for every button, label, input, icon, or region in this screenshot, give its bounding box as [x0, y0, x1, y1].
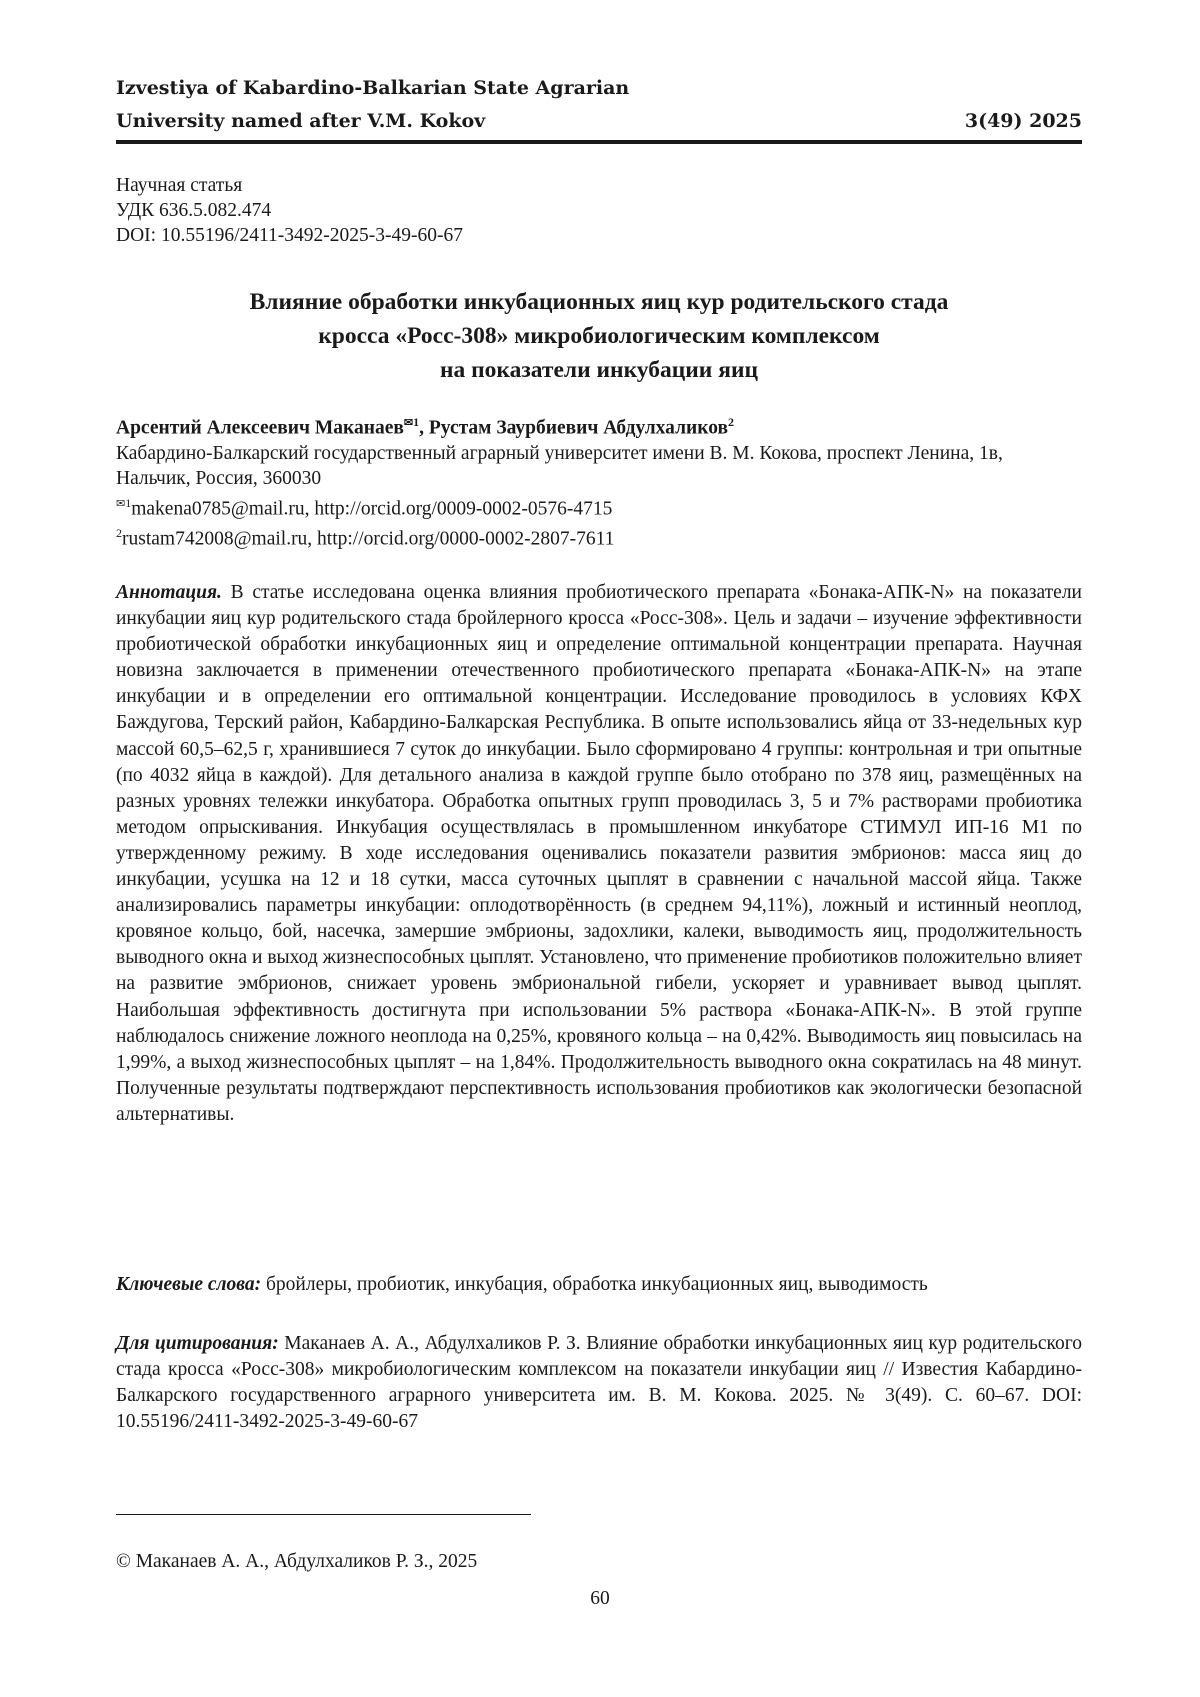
citation-label: Для цитирования:: [116, 1333, 279, 1354]
keywords-label: Ключевые слова:: [116, 1274, 261, 1295]
affiliation: Кабардино-Балкарский государственный аграрный университет имени В. М. Кокова, проспект Ленина, 1в, Нальчик, Россия, 360030: [116, 441, 1082, 491]
abstract: [116, 580, 1082, 1128]
author-2-index: 2: [728, 415, 734, 429]
journal-header: [116, 72, 1082, 138]
author-1: Арсентий Алексеевич Маканаев: [116, 418, 404, 439]
article-meta: [116, 173, 463, 248]
footnote-divider: [116, 1514, 531, 1515]
article-page: [0, 0, 1200, 1697]
journal-name-line1: Izvestiya of Kabardino-Balkarian State Agrarian: [116, 72, 1082, 105]
envelope-icon: ✉: [116, 498, 125, 510]
page-number: 60: [0, 1588, 1200, 1610]
contact-2-text[interactable]: rustam742008@mail.ru, http://orcid.org/0000-0002-2807-7611: [122, 529, 614, 550]
contact-2: [116, 521, 1082, 552]
keywords-text: бройлеры, пробиотик, инкубация, обработка инкубационных яиц, выводимость: [266, 1274, 928, 1295]
contact-1-index: 1: [125, 496, 131, 510]
author-separator: ,: [419, 418, 429, 439]
citation: [116, 1331, 1082, 1435]
copyright: © Маканаев А. А., Абдулхаликов Р. З., 2025: [116, 1551, 477, 1573]
header-divider: [116, 140, 1082, 144]
abstract-text: В статье исследована оценка влияния пробиотического препарата «Бонака-АПК-N» на показатели инкубации яиц кур родительского стада бройлерного кросса «Росс-308». Цель и задачи – изучение эффективности пробиотической обработки инкубационных яиц и определение оптимальной концентрации препарата. Научная новизна заключается в применении отечественного пробиотического препарата «Бонака-АПК-N» на этапе инкубации и в определении его оптимальной концентрации. Исследование проводилось в условиях КФХ Баждугова, Терский район, Кабардино-Балкарская Республика. В опыте использовались яйца от 33-недельных кур массой 60,5–62,5 г, хранившиеся 7 суток до инкубации. Было сформировано 4 группы: контрольная и три опытные (по 4032 яйца в каждой). Для детального анализа в каждой группе было отобрано по 378 яиц, размещённых на разных уровнях тележки инкубатора. Обработка опытных групп проводилась 3, 5 и 7% растворами пробиотика методом опрыскивания. Инкубация осуществлялась в промышленном инкубаторе СТИМУЛ ИП-16 М1 по утвержденному режиму. В ходе исследования оценивались показатели развития эмбрионов: масса яиц до инкубации, усушка на 12 и 18 сутки, масса суточных цыплят в сравнении с начальной массой яйца. Также анализировались параметры инкубации: оплодотворённость (в среднем 94,11%), ложный и истинный неоплод, кровяное кольцо, бой, насечка, замершие эмбрионы, задохлики, калеки, выводимость яиц, продолжительность выводного окна и выход жизнеспособных цыплят. Установлено, что применение пробиотиков положительно влияет на развитие эмбрионов, снижает уровень эмбриональной гибели, ускоряет и уравнивает вывод цыплят. Наибольшая эффективность достигнута при использовании 5% раствора «Бонака-АПК-N». В этой группе наблюдалось снижение ложного неоплода на 0,25%, кровяного кольца – на 0,42%. Выводимость яиц повысилась на 1,99%, а выход жизнеспособных цыплят – на 1,84%. Продолжительность выводного окна сократилась на 48 минут. Полученные результаты подтверждают перспективность использования пробиотиков как экологически безопасной альтернативы.: [116, 582, 1082, 1125]
title-line-2: кросса «Росс-308» микробиологическим комплексом: [116, 319, 1082, 353]
author-2: Рустам Заурбиевич Абдулхаликов: [429, 418, 728, 439]
envelope-icon: ✉: [404, 417, 413, 429]
udk-code: УДК 636.5.082.474: [116, 198, 463, 223]
contact-2-index: 2: [116, 526, 122, 540]
issue-number: 3(49) 2025: [965, 105, 1082, 138]
article-type: Научная статья: [116, 173, 463, 198]
authors-block: [116, 410, 1082, 552]
journal-name-line2: University named after V.M. Kokov: [116, 105, 1082, 138]
contact-1: [116, 491, 1082, 522]
citation-text: Маканаев А. А., Абдулхаликов Р. З. Влияние обработки инкубационных яиц кур родительского стада кросса «Росс-308» микробиологическим комплексом на показатели инкубации яиц // Известия Кабардино-Балкарского государственного аграрного университета им. В. М. Кокова. 2025. № 3(49). С. 60–67. DOI: 10.55196/2411-3492-2025-3-49-60-67: [116, 1333, 1082, 1432]
title-line-1: Влияние обработки инкубационных яиц кур родительского стада: [116, 285, 1082, 319]
article-title: [116, 285, 1082, 387]
author-names: [116, 410, 1082, 441]
keywords: [116, 1272, 1082, 1298]
author-1-index: 1: [413, 415, 419, 429]
contact-1-text[interactable]: makena0785@mail.ru, http://orcid.org/0009-0002-0576-4715: [131, 498, 612, 519]
doi: DOI: 10.55196/2411-3492-2025-3-49-60-67: [116, 223, 463, 248]
abstract-label: Аннотация.: [116, 582, 222, 603]
title-line-3: на показатели инкубации яиц: [116, 353, 1082, 387]
